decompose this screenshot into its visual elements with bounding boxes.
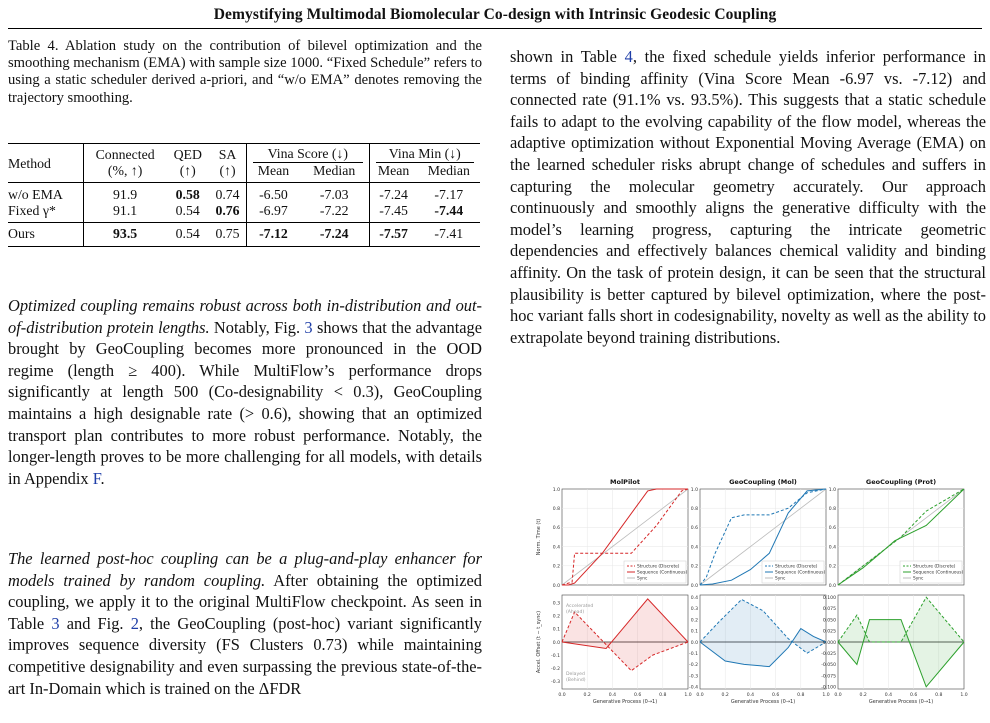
y-tick-label: 0.3 bbox=[690, 607, 698, 613]
y-tick-label: -0.4 bbox=[689, 685, 698, 691]
x-tick-label: 0.0 bbox=[558, 693, 566, 698]
y-tick-label: -0.3 bbox=[551, 679, 560, 685]
paragraph-lead-italic: The learned post-hoc coupling can be a plug-and-play enhancer for models trained by random coupling. bbox=[8, 549, 482, 590]
x-tick-label: 0.2 bbox=[721, 693, 729, 698]
paragraph-ablation-discussion: shown in Table 4, the fixed schedule yields inferior performance in terms of binding affinity (Vina Score Mean -6.97 vs. -7.12) and connected rate (91.1% vs. 93.5%). This suggests that a static schedule fails to adapt to the evolving capability of the flow model, whereas the adaptive optimization without Exponential Moving Average (EMA) on the learned scheduler risks abrupt change of schedules and suffers in capturing the molecular geometry accurately. Our approach continuously and smoothly aligns the generative difficulty with the model’s learning progress, capturing the intricate geometric dependencies and effectively balances chemical validity and binding affinity. On the task of protein design, it can be seen that the structural plausibility is better captured by bilevel optimization, where the post-hoc variant falls short in codesignability, novelty as well as the ability to extrapolate beyond training distributions. bbox=[510, 47, 987, 347]
table-caption bbox=[8, 38, 482, 107]
y-tick-label: 0.0 bbox=[552, 583, 560, 589]
y-tick-label: 0.0 bbox=[690, 583, 698, 589]
legend-label-continuous: Sequence (Continuous) bbox=[775, 570, 826, 576]
x-tick-label: 0.8 bbox=[935, 693, 943, 698]
schedule-figure-svg bbox=[510, 473, 986, 723]
col-vina-score: Vina Score (↓) bbox=[247, 144, 370, 164]
y-tick-label: 0.2 bbox=[552, 564, 560, 570]
cell-qed: 0.54 bbox=[167, 223, 209, 247]
table-ref-link[interactable]: 3 bbox=[51, 613, 60, 633]
cell-vs-mean: -7.12 bbox=[247, 223, 300, 247]
cell-vm-median: -7.41 bbox=[418, 223, 480, 247]
paragraph-post-hoc-coupling: The learned post-hoc coupling can be a plug-and-play enhancer for models trained by random coupling. After obtaining the optimized coupling, we apply it to the original MultiFlow checkpoint. As seen in Table 3 and Fig. 2, the GeoCoupling (post-hoc) variant significantly improves sequence diversity (FS Clusters 0.73) while maintaining competitive designability and even surpassing the previous state-of-the-art In-Domain which is trained on the ΔFDR bbox=[8, 549, 482, 698]
y-tick-label: 0.025 bbox=[822, 629, 836, 635]
table-row bbox=[8, 223, 480, 247]
x-tick-label: 0.4 bbox=[884, 693, 893, 698]
region-ahead-label: Accelerated bbox=[566, 604, 594, 609]
x-tick-label: 0.2 bbox=[859, 693, 867, 698]
panel-title: GeoCoupling (Mol) bbox=[729, 478, 797, 486]
col-vm-median: Median bbox=[418, 163, 480, 183]
panel-title: GeoCoupling (Prot) bbox=[865, 478, 937, 486]
x-tick-label: 1.0 bbox=[822, 693, 830, 698]
y-tick-label: 0.2 bbox=[552, 614, 560, 620]
cell-vm-mean: -7.57 bbox=[369, 223, 418, 247]
x-tick-label: 0.6 bbox=[909, 693, 918, 698]
y-tick-label: -0.1 bbox=[689, 651, 698, 657]
y-tick-label: 0.8 bbox=[552, 507, 560, 512]
figure-ref-link[interactable]: 2 bbox=[130, 613, 139, 633]
schedule-figure bbox=[510, 473, 986, 723]
cell-connected: 93.5 bbox=[83, 223, 166, 247]
region-behind-label: (Behind) bbox=[566, 678, 586, 683]
x-tick-label: 1.0 bbox=[960, 693, 968, 698]
x-axis-label: Generative Process (0→1) bbox=[730, 699, 796, 705]
y-tick-label: 0.6 bbox=[690, 526, 698, 532]
y-tick-label: 0.100 bbox=[822, 596, 836, 602]
cell-method: Ours bbox=[8, 223, 83, 247]
col-sa-sub: (↑) bbox=[209, 163, 247, 183]
y-tick-label: 0.4 bbox=[690, 596, 698, 602]
appendix-ref-link[interactable]: F bbox=[92, 468, 101, 488]
y-tick-label: 1.0 bbox=[552, 487, 560, 493]
x-tick-label: 0.0 bbox=[834, 693, 842, 698]
y-axis-label-bottom: Accel. Offset (t − t_sync) bbox=[536, 610, 542, 674]
x-tick-label: 1.0 bbox=[684, 693, 692, 698]
ablation-table bbox=[8, 143, 480, 247]
x-tick-label: 0.4 bbox=[608, 693, 617, 698]
y-tick-label: 0.4 bbox=[828, 545, 836, 551]
y-tick-label: -0.075 bbox=[821, 674, 836, 680]
y-tick-label: -0.100 bbox=[821, 685, 836, 691]
table-row bbox=[8, 183, 480, 204]
paragraph-robust-coupling: Optimized coupling remains robust across both in-distribution and out-of-distribution protein lengths. Notably, Fig. 3 shows that the advantage brought by GeoCoupling becomes more pronounced in the OOD regime (length ≥ 400). While MultiFlow’s performance drops significantly at length 500 (Co-designability < 0.3), GeoCoupling maintains a high designable rate (> 0.6), showing that an optimized transport plan contributes to more robust performance. Notably, the longer-length proves to be more challenging for all models, with details in Appendix F. bbox=[8, 296, 482, 488]
col-vs-median: Median bbox=[300, 163, 369, 183]
y-axis-label-top: Norm. Time (t) bbox=[536, 518, 542, 556]
legend-label-sync: Sync bbox=[775, 576, 786, 582]
x-tick-label: 0.0 bbox=[696, 693, 704, 698]
table-row bbox=[8, 203, 480, 223]
x-tick-label: 0.6 bbox=[633, 693, 642, 698]
y-tick-label: 0.0 bbox=[690, 640, 698, 646]
paragraph-lead-italic: Optimized coupling remains robust across both in-distribution and out-of-distribution protein lengths. bbox=[8, 296, 482, 337]
y-tick-label: 0.4 bbox=[690, 545, 698, 551]
cell-sa: 0.76 bbox=[209, 203, 247, 223]
y-tick-label: -0.3 bbox=[689, 674, 698, 680]
legend-label-discrete: Structure (Discrete) bbox=[637, 564, 680, 570]
legend-label-continuous: Sequence (Continuous) bbox=[913, 570, 964, 576]
y-tick-label: 0.4 bbox=[552, 545, 560, 551]
y-tick-label: 0.6 bbox=[828, 526, 836, 532]
x-tick-label: 0.6 bbox=[771, 693, 780, 698]
x-tick-label: 0.4 bbox=[746, 693, 755, 698]
running-title: Demystifying Multimodal Biomolecular Co-design with Intrinsic Geodesic Coupling bbox=[213, 6, 777, 23]
panel-title: MolPilot bbox=[610, 478, 640, 486]
x-axis-label: Generative Process (0→1) bbox=[592, 699, 658, 705]
cell-vm-mean: -7.24 bbox=[369, 183, 418, 204]
figure-ref-link[interactable]: 3 bbox=[304, 317, 313, 337]
col-vs-mean: Mean bbox=[247, 163, 300, 183]
cell-vs-median: -7.03 bbox=[319, 187, 349, 202]
legend-label-sync: Sync bbox=[913, 576, 924, 582]
cell-connected: 91.9 bbox=[83, 183, 166, 204]
col-vm-mean: Mean bbox=[369, 163, 418, 183]
region-ahead-label: (Ahead) bbox=[566, 610, 585, 615]
title-rule bbox=[8, 28, 982, 29]
y-tick-label: 0.8 bbox=[828, 507, 836, 512]
col-sa: SA bbox=[209, 144, 247, 164]
cell-vs-median: -7.24 bbox=[300, 223, 369, 247]
region-behind-label: Delayed bbox=[566, 672, 585, 677]
caption-label: Table 4. bbox=[8, 38, 59, 54]
cell-sa: 0.75 bbox=[209, 223, 247, 247]
y-tick-label: 0.2 bbox=[828, 564, 836, 570]
y-tick-label: 0.2 bbox=[690, 564, 698, 570]
col-qed: QED bbox=[167, 144, 209, 164]
y-tick-label: 0.0 bbox=[552, 640, 560, 646]
y-tick-label: 0.0 bbox=[828, 583, 836, 589]
y-tick-label: 0.3 bbox=[552, 601, 560, 607]
cell-qed: 0.58 bbox=[175, 187, 200, 202]
cell-vm-median: -7.44 bbox=[418, 203, 480, 223]
y-tick-label: -0.050 bbox=[821, 663, 836, 669]
cell-vs-mean: -6.50 bbox=[247, 183, 300, 204]
legend-label-sync: Sync bbox=[637, 576, 648, 582]
y-tick-label: 1.0 bbox=[690, 487, 698, 493]
cell-connected: 91.1 bbox=[83, 203, 166, 223]
y-tick-label: 1.0 bbox=[828, 487, 836, 493]
y-tick-label: 0.075 bbox=[822, 607, 836, 613]
col-vina-min: Vina Min (↓) bbox=[369, 144, 480, 164]
y-tick-label: 0.2 bbox=[690, 618, 698, 624]
col-connected-sub: (%, ↑) bbox=[83, 163, 166, 183]
y-tick-label: 0.8 bbox=[690, 507, 698, 512]
legend-label-discrete: Structure (Discrete) bbox=[775, 564, 818, 570]
x-tick-label: 0.8 bbox=[659, 693, 667, 698]
y-tick-label: 0.000 bbox=[822, 640, 836, 646]
cell-qed: 0.54 bbox=[167, 203, 209, 223]
y-tick-label: -0.2 bbox=[689, 663, 698, 669]
cell-vm-median: -7.17 bbox=[434, 187, 464, 202]
cell-vs-median: -7.22 bbox=[300, 203, 369, 223]
cell-vs-mean: -6.97 bbox=[247, 203, 300, 223]
x-tick-label: 0.2 bbox=[583, 693, 591, 698]
col-method: Method bbox=[8, 144, 83, 183]
y-tick-label: 0.1 bbox=[690, 629, 698, 635]
table-ref-link[interactable]: 4 bbox=[624, 47, 633, 66]
y-tick-label: -0.1 bbox=[551, 653, 560, 659]
col-qed-sub: (↑) bbox=[167, 163, 209, 183]
legend-label-continuous: Sequence (Continuous) bbox=[637, 570, 688, 576]
x-axis-label: Generative Process (0→1) bbox=[868, 699, 934, 705]
caption-text: Ablation study on the contribution of bilevel optimization and the smoothing mechanism (EMA) with sample size 1000. “Fixed Schedule” refers to using a static scheduler derived a-priori, and “w/o EMA” denotes removing the trajectory smoothing. bbox=[8, 38, 483, 106]
y-tick-label: -0.025 bbox=[821, 651, 836, 657]
col-connected: Connected bbox=[83, 144, 166, 164]
cell-method: w/o EMA bbox=[8, 187, 63, 202]
y-tick-label: -0.2 bbox=[551, 666, 560, 672]
legend-label-discrete: Structure (Discrete) bbox=[913, 564, 956, 570]
cell-vm-mean: -7.45 bbox=[369, 203, 418, 223]
y-tick-label: 0.1 bbox=[552, 627, 560, 633]
y-tick-label: 0.6 bbox=[552, 526, 560, 532]
cell-method: Fixed γ* bbox=[8, 203, 83, 223]
x-tick-label: 0.8 bbox=[797, 693, 805, 698]
y-tick-label: 0.050 bbox=[822, 618, 836, 624]
cell-sa: 0.74 bbox=[215, 187, 240, 202]
